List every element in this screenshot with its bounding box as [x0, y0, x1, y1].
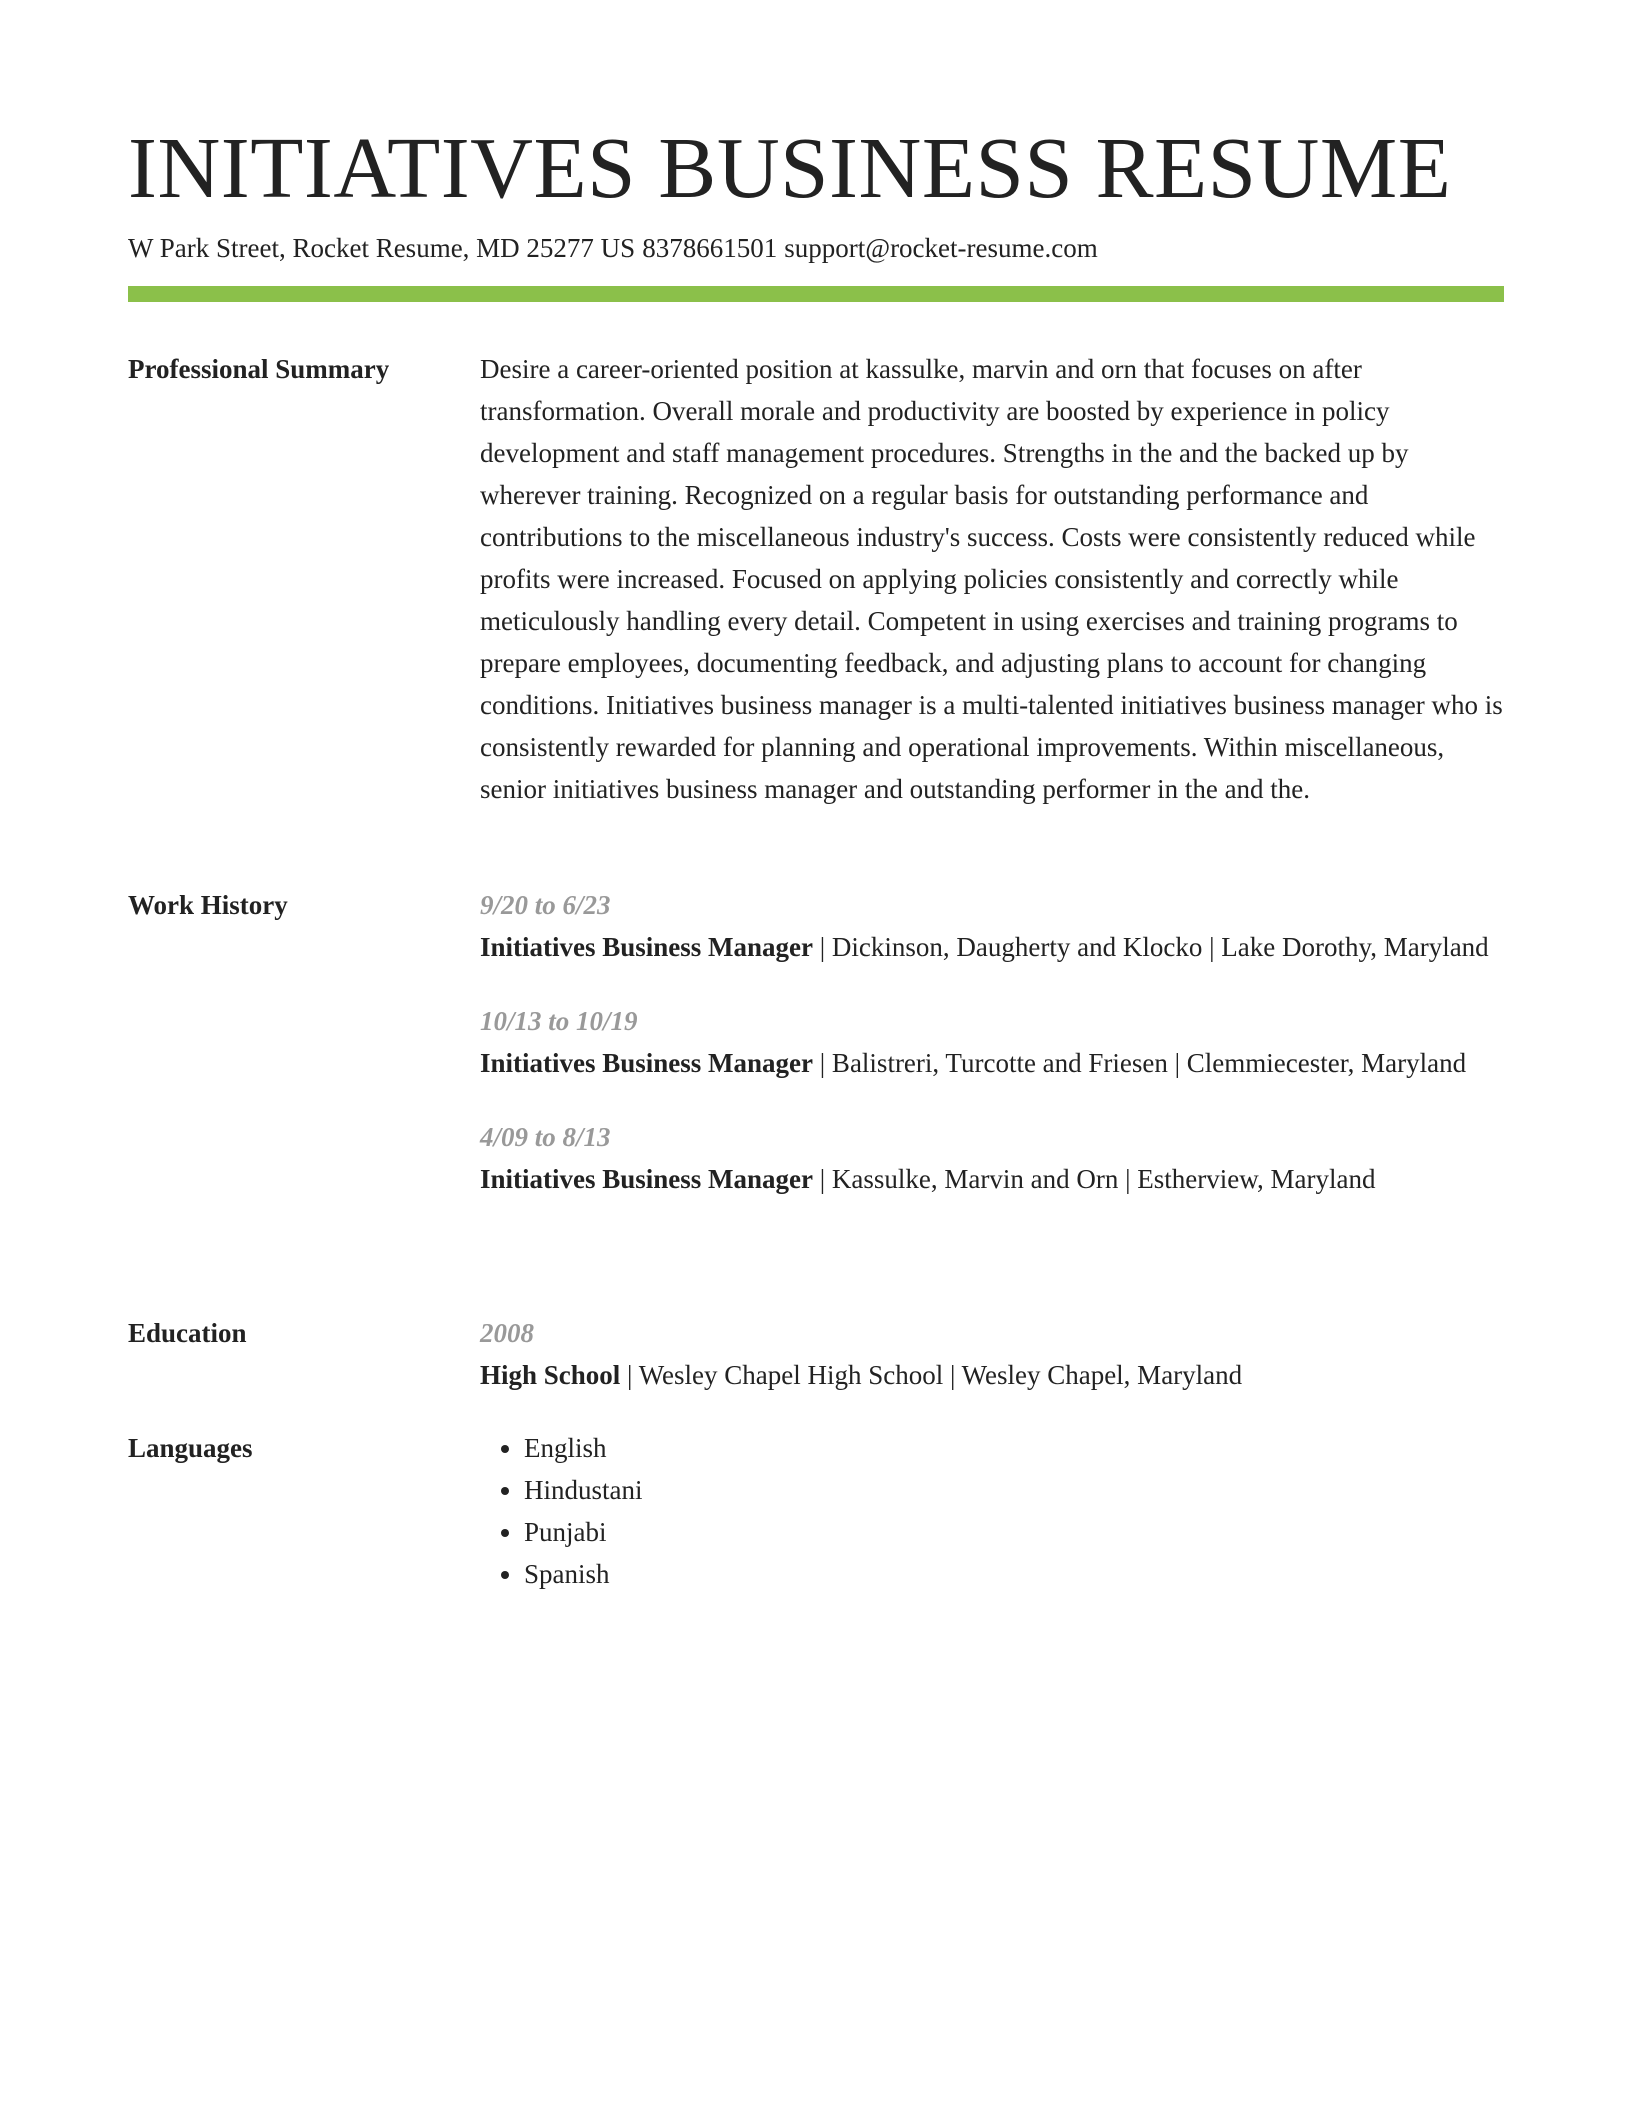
work-entry-title: Initiatives Business Manager — [480, 932, 814, 962]
education-title: High School — [480, 1360, 621, 1390]
work-entry — [480, 1000, 1504, 1084]
work-entry — [480, 884, 1504, 968]
work-entry-details: | Kassulke, Marvin and Orn | Estherview, Maryland — [813, 1164, 1376, 1194]
summary-label: Professional Summary — [128, 354, 390, 384]
summary-body — [480, 348, 1504, 810]
languages-body — [480, 1427, 1504, 1595]
work-entry-line — [480, 1158, 1504, 1200]
work-history-body — [480, 884, 1504, 1200]
work-entry-title: Initiatives Business Manager — [480, 1164, 814, 1194]
education-label: Education — [128, 1318, 247, 1348]
header-divider — [128, 286, 1504, 302]
work-entry — [480, 1116, 1504, 1200]
language-item: • Punjabi — [524, 1511, 1504, 1553]
contact-address: W Park Street, Rocket Resume, MD 25277 US — [128, 233, 636, 263]
languages-list — [480, 1427, 1504, 1595]
contact-line — [128, 230, 1098, 266]
education-entry — [480, 1312, 1504, 1396]
education-details: | Wesley Chapel High School | Wesley Chapel, Maryland — [620, 1360, 1243, 1390]
work-entry-title: Initiatives Business Manager — [480, 1048, 814, 1078]
work-entry-line — [480, 1042, 1504, 1084]
work-entry-details: | Dickinson, Daugherty and Klocko | Lake Dorothy, Maryland — [813, 932, 1489, 962]
work-entry-date: 10/13 to 10/19 — [480, 1006, 638, 1036]
work-entry-date: 4/09 to 8/13 — [480, 1122, 611, 1152]
contact-email: support@rocket-resume.com — [784, 233, 1098, 263]
languages-label: Languages — [128, 1433, 253, 1463]
education-date: 2008 — [480, 1318, 534, 1348]
work-entry-date: 9/20 to 6/23 — [480, 890, 611, 920]
contact-phone: 8378661501 — [642, 233, 778, 263]
language-item: • Hindustani — [524, 1469, 1504, 1511]
resume-title: INITIATIVES BUSINESS RESUME — [128, 119, 1452, 216]
summary-text: Desire a career-oriented position at kassulke, marvin and orn that focuses on after transformation. Overall morale and productivity are boosted by experience in policy development and staff management procedures. Strengths in the and the backed up by wherever training. Recognized on a regular basis for outstanding performance and contributions to the miscellaneous industry's success. Costs were consistently reduced while profits were increased. Focused on applying policies consistently and correctly while meticulously handling every detail. Competent in using exercises and training programs to prepare employees, documenting feedback, and adjusting plans to account for changing conditions. Initiatives business manager is a multi-talented initiatives business manager who is consistently rewarded for planning and operational improvements. Within miscellaneous, senior initiatives business manager and outstanding performer in the and the. — [480, 354, 1503, 804]
work-entry-line — [480, 926, 1504, 968]
education-body — [480, 1312, 1504, 1396]
education-line — [480, 1354, 1504, 1396]
language-item: • English — [524, 1427, 1504, 1469]
work-entry-details: | Balistreri, Turcotte and Friesen | Clemmiecester, Maryland — [813, 1048, 1467, 1078]
language-item: • Spanish — [524, 1553, 1504, 1595]
work-history-label: Work History — [128, 890, 288, 920]
